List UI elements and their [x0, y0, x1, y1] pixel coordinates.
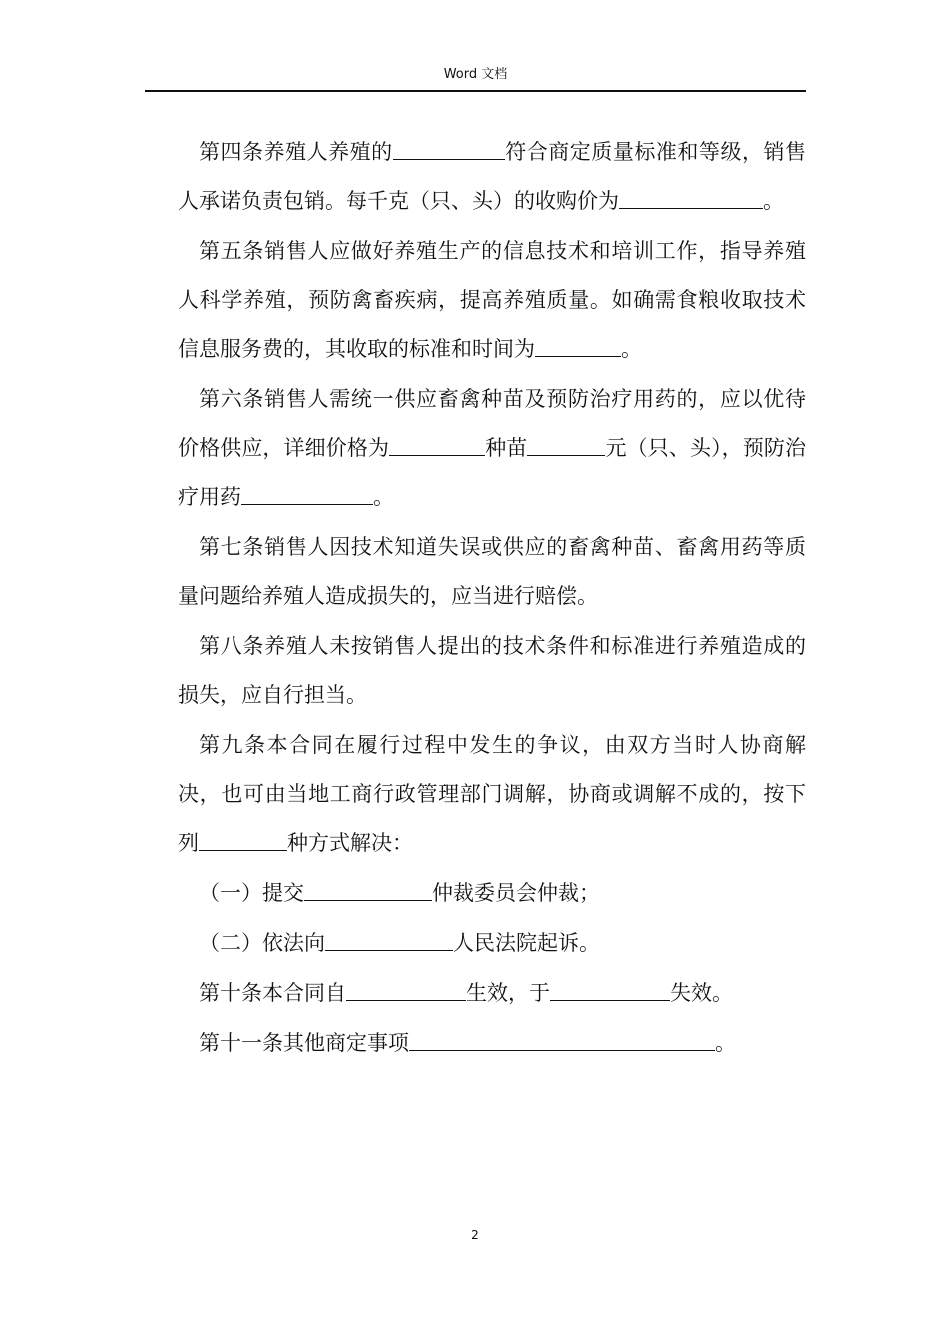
dispute-option-2: （二）依法向 人民法院起诉。 — [178, 919, 806, 968]
blank-field[interactable] — [393, 137, 505, 160]
article-5: 第五条销售人应做好养殖生产的信息技术和培训工作，指导养殖人科学养殖，预防禽畜疾病，提高养殖质量。如确需食粮收取技术信息服务费的，其收取的标准和时间为 。 — [178, 239, 806, 361]
page-number: 2 — [471, 1228, 479, 1242]
blank-field[interactable] — [535, 334, 621, 357]
blank-field[interactable] — [409, 1028, 715, 1051]
header-title: Word 文档 — [443, 67, 508, 82]
blank-field[interactable] — [199, 828, 287, 851]
document-body — [178, 128, 806, 1068]
article-9: 第九条本合同在履行过程中发生的争议，由双方当时人协商解决，也可由当地工商行政管理部门调解，协商或调解不成的，按下列 种方式解决： — [178, 733, 806, 855]
blank-field[interactable] — [389, 433, 485, 456]
article-6: 第六条销售人需统一供应畜禽种苗及预防治疗用药的，应以优待价格供应，详细价格为 种苗 元（只、头），预防治疗用药 。 — [178, 387, 807, 509]
dispute-option-1: （一）提交 仲裁委员会仲裁； — [178, 869, 806, 918]
blank-field[interactable] — [619, 186, 753, 209]
blank-field[interactable] — [241, 482, 373, 505]
article-8: 第八条养殖人未按销售人提出的技术条件和标准进行养殖造成的损失，应自行担当。 — [178, 634, 806, 707]
blank-field[interactable] — [527, 433, 605, 456]
article-10: 第十条本合同自 生效，于 失效。 — [178, 969, 806, 1018]
article-7: 第七条销售人因技术知道失误或供应的畜禽种苗、畜禽用药等质量问题给养殖人造成损失的，应当进行赔偿。 — [178, 535, 806, 608]
blank-field[interactable] — [550, 978, 670, 1001]
blank-field[interactable] — [304, 878, 432, 901]
blank-field[interactable] — [753, 186, 763, 209]
blank-field[interactable] — [325, 928, 453, 951]
article-11: 第十一条其他商定事项 。 — [178, 1019, 806, 1068]
article-4: 第四条养殖人养殖的 符合商定质量标准和等级，销售人承诺负责包销。每千克（只、头）的收购价为 。 — [178, 128, 806, 226]
page-header — [145, 64, 806, 92]
blank-field[interactable] — [346, 978, 466, 1001]
